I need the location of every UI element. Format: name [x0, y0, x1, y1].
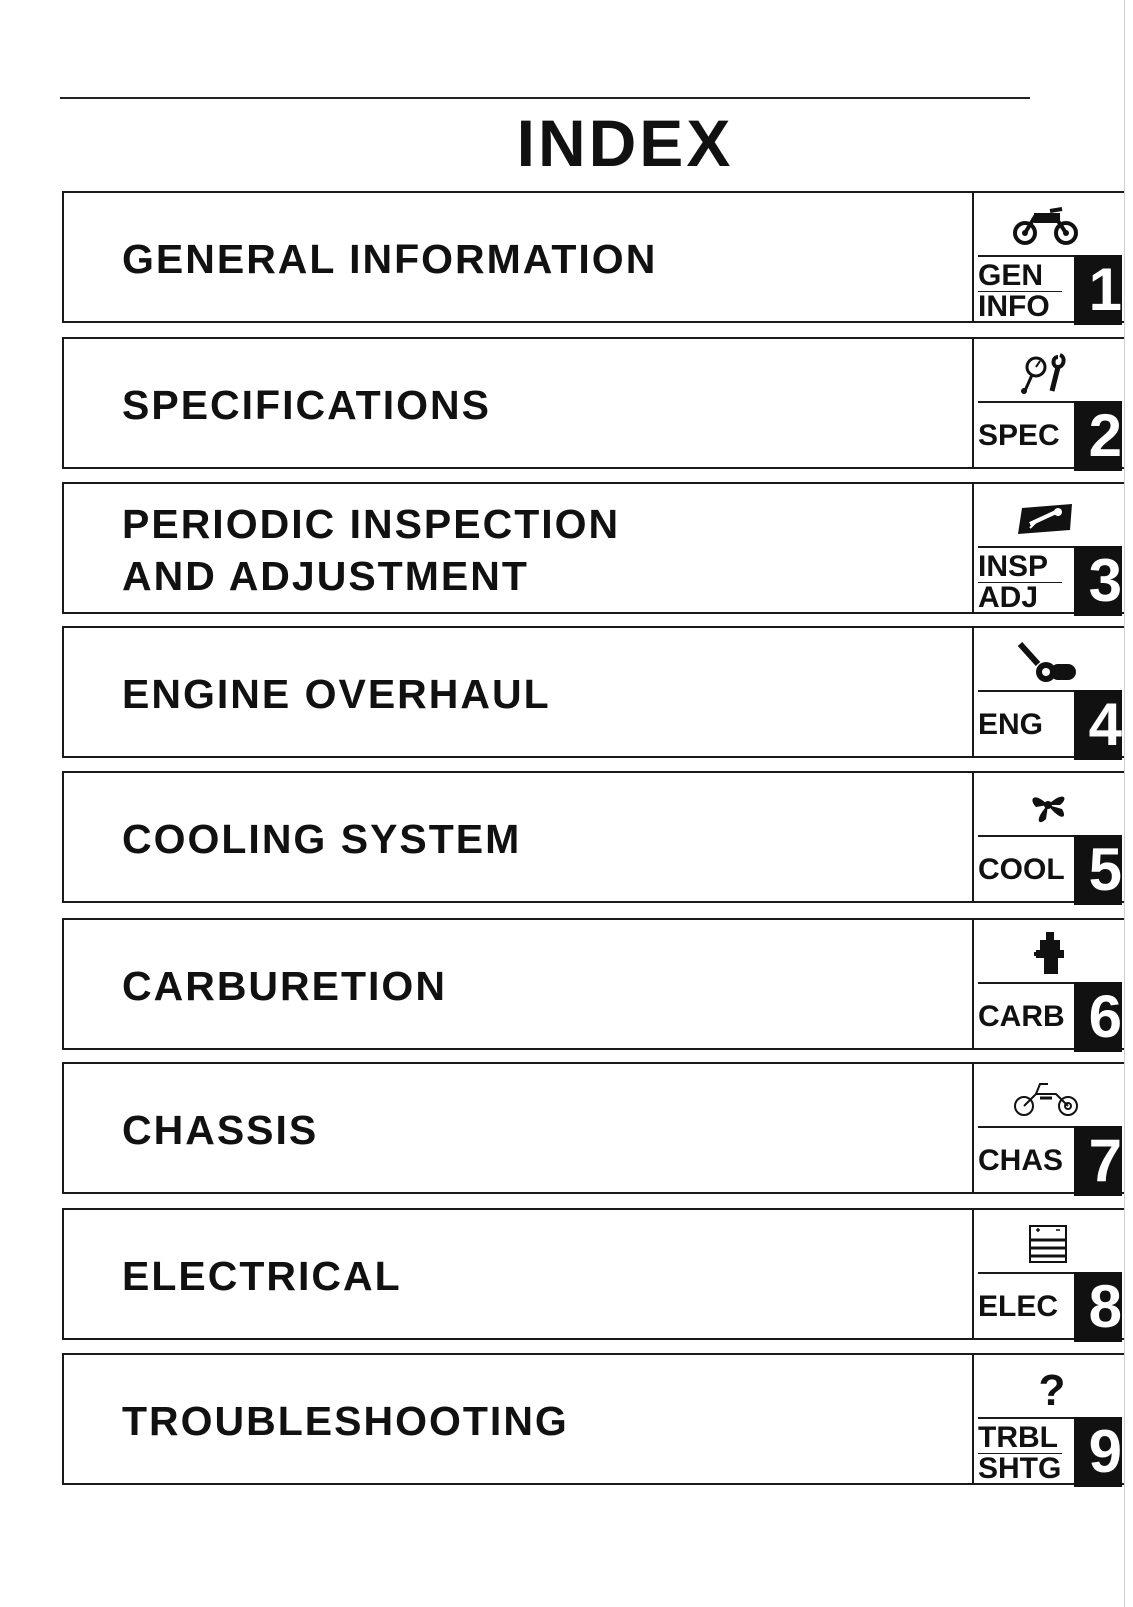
- piston-icon: [1010, 638, 1080, 684]
- section-title: ENGINE OVERHAUL: [122, 671, 551, 717]
- tab-abbr-line-2: ADJ: [978, 581, 1039, 614]
- tab-abbr-line-1: GEN: [978, 261, 1062, 292]
- section-engine-overhaul[interactable]: [62, 626, 1132, 758]
- section-general-information[interactable]: [62, 191, 1132, 323]
- tab-number: 5: [1074, 835, 1122, 905]
- section-specifications[interactable]: [62, 337, 1132, 469]
- section-title: GENERAL INFORMATION: [122, 236, 658, 282]
- section-tab[interactable]: [972, 482, 1133, 614]
- section-chassis[interactable]: [62, 1062, 1132, 1194]
- tab-abbr-line-1: COOL: [978, 853, 1065, 886]
- tab-abbr-line-1: SPEC: [978, 419, 1060, 452]
- tab-number: 9: [1074, 1417, 1122, 1487]
- section-tab[interactable]: [972, 626, 1133, 758]
- top-rule: [60, 97, 1030, 99]
- section-title: ELECTRICAL: [122, 1253, 402, 1299]
- tab-abbr-line-1: INSP: [978, 552, 1062, 583]
- hand-wrench-icon: [1010, 494, 1080, 540]
- tab-number: 8: [1074, 1272, 1122, 1342]
- section-periodic-inspection[interactable]: [62, 482, 1132, 614]
- tab-number: 4: [1074, 690, 1122, 760]
- tab-abbr-line-2: INFO: [978, 290, 1050, 323]
- motorcycle-outline-icon: [1010, 1074, 1080, 1120]
- section-tab[interactable]: [972, 1353, 1133, 1485]
- section-electrical[interactable]: [62, 1208, 1132, 1340]
- section-tab[interactable]: [972, 191, 1133, 323]
- section-cooling-system[interactable]: [62, 771, 1132, 903]
- tab-number: 2: [1074, 401, 1122, 471]
- svg-text:?: ?: [1038, 1366, 1066, 1411]
- tab-number: 6: [1074, 982, 1122, 1052]
- tab-abbr-line-1: TRBL: [978, 1423, 1062, 1454]
- section-tab[interactable]: [972, 771, 1133, 903]
- section-title: PERIODIC INSPECTION AND ADJUSTMENT: [122, 501, 621, 599]
- section-tab[interactable]: [972, 1208, 1133, 1340]
- question-mark-icon: [1010, 1365, 1080, 1411]
- section-tab[interactable]: [972, 1062, 1133, 1194]
- tab-number: 3: [1074, 546, 1122, 616]
- section-title: SPECIFICATIONS: [122, 382, 491, 428]
- section-tab[interactable]: [972, 918, 1133, 1050]
- tab-number: 7: [1074, 1126, 1122, 1196]
- carburetor-icon: [1010, 930, 1080, 976]
- tab-abbr-line-1: ELEC: [978, 1290, 1059, 1323]
- tab-abbr-line-1: ENG: [978, 708, 1044, 741]
- section-title: COOLING SYSTEM: [122, 816, 522, 862]
- tab-abbr-line-1: CARB: [978, 1000, 1065, 1033]
- battery-icon: [1010, 1220, 1080, 1266]
- section-title: CHASSIS: [122, 1107, 319, 1153]
- page-title: INDEX: [516, 106, 734, 180]
- section-tab[interactable]: [972, 337, 1133, 469]
- section-carburetion[interactable]: [62, 918, 1132, 1050]
- gauge-wrench-icon: [1010, 349, 1080, 395]
- fan-icon: [1010, 783, 1080, 829]
- tab-number: 1: [1074, 255, 1122, 325]
- tab-abbr-line-1: CHAS: [978, 1144, 1064, 1177]
- section-troubleshooting[interactable]: [62, 1353, 1132, 1485]
- section-title: CARBURETION: [122, 963, 447, 1009]
- motorcycle-icon: [1010, 203, 1080, 249]
- page-edge: [1124, 0, 1133, 1607]
- tab-abbr-line-2: SHTG: [978, 1452, 1062, 1485]
- section-title: TROUBLESHOOTING: [122, 1398, 569, 1444]
